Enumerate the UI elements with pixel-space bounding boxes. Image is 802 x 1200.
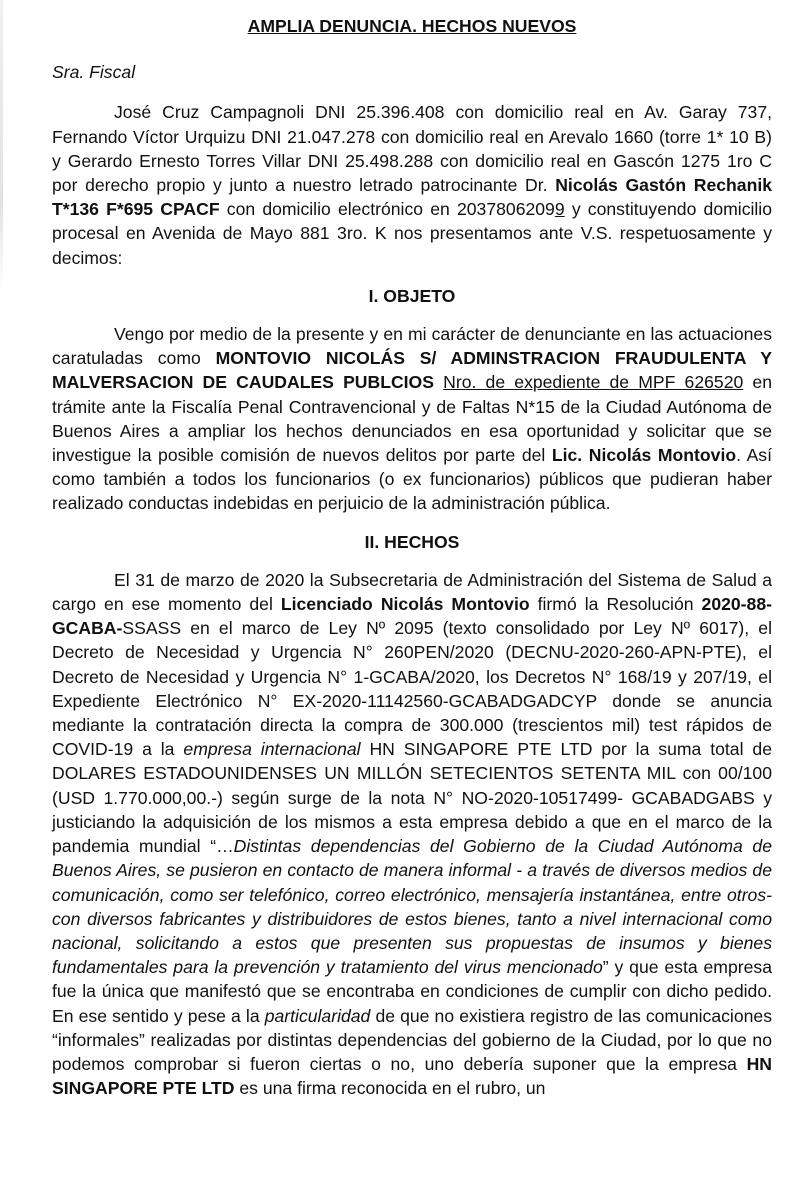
intro-text-1: José Cruz Campagnoli DNI 25.396.408 con domicilio real en Av. Garay 737, Fernando Víctor Urquizu DNI 21.047.278 con domicilio real en Arevalo 1660 (torre 1* 10 B) y Gerardo Ernesto Torres Villar DNI 25.498.288 con domicilio real en Gascón 1275 1ro C por derecho propio y junto a nuestro letrado patrocinante Dr. [52,102,772,196]
intro-text-3: y constituyendo domicilio procesal en Avenida de Mayo 881 3ro. K nos presentamos ante V.S. respetuosamente y decimos: [52,199,772,268]
hechos-text-6: de que no existiera registro de las comunicaciones “informales” realizadas por distintas dependencias del gobierno de la Ciudad, por lo que no podemos comprobar si fueron ciertas o no, uno debería suponer que la empresa [52,1005,772,1074]
salutation: Sra. Fiscal [52,62,136,83]
hechos-text-2: firmó la Resolución [529,594,702,615]
case-title: MONTOVIO NICOLÁS S/ ADMINSTRACION FRAUDULENTA Y MALVERSACION DE CAUDALES PUBLCIOS [52,348,772,393]
objeto-text-4: . Así como también a todos los funcionarios (o ex funcionarios) públicos que pudieran haber realizado conductas indebidas en perjuicio de la administración pública. [52,445,772,514]
hechos-text-4: HN SINGAPORE PTE LTD por la suma total de DOLARES ESTADOUNIDENSES UN MILLÓN SETECIENTOS SETENTA MIL con 00/100 (USD 1.770.000,00.-) según surge de la nota N° NO-2020-10517499- GCABADGABS y justiciando la adquisición de los mismos a esta empresa debido a que en el marco de la pandemia mundial “… [52,739,772,857]
official-name: Licenciado Nicolás Montovio [280,594,530,615]
objeto-text-3: en trámite ante la Fiscalía Penal Contravencional y de Faltas N*15 de la Ciudad Autónoma de Buenos Aires a ampliar los hechos denunciados en esa oportunidad y solicitar que se investigue la posible comisión de nuevos delitos por parte del [52,372,772,466]
intro-email-last-digit: 9 [554,199,565,220]
quoted-resolution-text: Distintas dependencias del Gobierno de la Ciudad Autónoma de Buenos Aires, se pusieron en contacto de manera informal - a través de diversos medios de comunicación, como ser telefónico, correo electrónico, mensajería instantánea, entre otros- con diversos fabricantes y distribuidores de estos bienes, tanto a nivel internacional como nacional, solicitando a estos que presenten sus propuestas de insumos y bienes fundamentales para la prevención y tratamiento del virus mencionado [52,836,772,978]
company-name: HN SINGAPORE PTE LTD [52,1053,772,1099]
hechos-text-1: El 31 de marzo de 2020 la Subsecretaria de Administración del Sistema de Salud a cargo en ese momento del [52,569,772,615]
hechos-paragraph [52,568,772,1100]
intro-text-2: con domicilio electrónico en 2037806209 [219,199,555,220]
file-number: Nro. de expediente de MPF 626520 [443,372,744,393]
hechos-text-5: ” y que esta empresa fue la única que manifestó que se encontraba en condiciones de cumplir con dicho pedido. En ese sentido y pese a la [52,957,772,1026]
intro-paragraph [52,100,772,269]
lawyer-name: Nicolás Gastón Rechanik T*136 F*695 CPACF [52,175,772,220]
objeto-text-2 [434,372,443,392]
hechos-text-3: SSASS en el marco de Ley Nº 2095 (texto consolidado por Ley Nº 6017), el Decreto de Necesidad y Urgencia N° 260PEN/2020 (DECNU-2020-260-APN-PTE), el Decreto de Necesidad y Urgencia N° 1-GCABA/2020, los Decretos N° 168/19 y 207/19, el Expediente Electrónico N° EX-2020-11142560-GCABADGADCYP donde se anuncia mediante la contratación directa la compra de 300.000 (trescientos mil) test rápidos de COVID-19 a la [52,618,772,760]
section-heading-hechos: II. HECHOS [364,531,460,552]
resolution-number: 2020-88-GCABA- [52,594,772,639]
document-title: AMPLIA DENUNCIA. HECHOS NUEVOS [247,16,577,36]
section-heading-objeto: I. OBJETO [368,285,456,306]
page-edge-shadow [0,0,3,290]
objeto-paragraph [52,322,772,516]
hechos-text-7: es una firma reconocida en el rubro, un [234,1078,546,1099]
document-body [52,14,772,1100]
particularidad-word: particularidad [264,1005,371,1026]
objeto-text-1: Vengo por medio de la presente y en mi carácter de denunciante en las actuaciones caratuladas como [52,324,772,369]
accused-name: Lic. Nicolás Montovio [551,445,737,466]
intl-company-phrase: empresa internacional [183,739,361,760]
